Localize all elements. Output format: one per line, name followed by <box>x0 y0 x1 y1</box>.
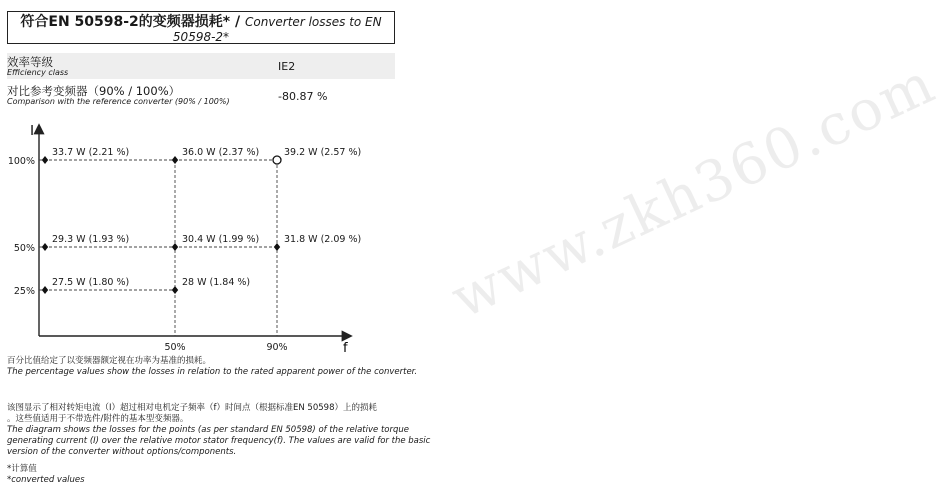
y-tick-label: 50% <box>13 243 35 254</box>
data-label: 30.4 W (1.99 %) <box>182 234 260 245</box>
data-point-open <box>273 156 281 164</box>
title-en-line-2: 50598-2* <box>172 30 230 44</box>
note-diagram-en-3: version of the converter without options/components. <box>7 447 237 457</box>
note-percent-en: The percentage values show the losses in relation to the rated apparent power of the converter. <box>7 367 418 377</box>
title-separator: / <box>230 14 245 30</box>
x-tick-label: 90% <box>266 342 288 353</box>
footnote-cn: *计算值 <box>7 464 37 474</box>
note-diagram-en-1: The diagram shows the losses for the points (as per standard EN 50598) of the relative torque <box>7 425 409 435</box>
data-label: 36.0 W (2.37 %) <box>182 147 260 158</box>
data-label: 27.5 W (1.80 %) <box>52 277 130 288</box>
spec-row-efficiency <box>7 53 395 79</box>
data-label: 31.8 W (2.09 %) <box>284 234 362 245</box>
spec-label-cn: 效率等级 <box>7 55 53 69</box>
data-point <box>274 243 280 251</box>
data-point <box>172 156 178 164</box>
note-diagram-cn-1: 该图显示了相对转矩电流（I）超过相对电机定子频率（f）时间点（根据标准EN 50598）上的损耗 <box>7 403 377 413</box>
spec-value: -80.87 % <box>278 90 328 103</box>
y-tick-label: 100% <box>7 156 35 167</box>
footnote-en: *converted values <box>7 475 85 485</box>
data-point <box>42 243 48 251</box>
title-en: Converter losses to EN <box>244 15 382 29</box>
note-diagram-en-2: generating current (I) over the relative motor stator frequency(f). The values are valid for the basic <box>7 436 431 446</box>
title-cn: 符合EN 50598-2的变频器损耗* <box>20 14 231 30</box>
spec-label-en: Comparison with the reference converter (90% / 100%) <box>7 97 230 106</box>
spec-label-en: Efficiency class <box>7 68 69 77</box>
note-diagram-cn-2: 。这些值适用于不带选件/附件的基本型变频器。 <box>7 414 189 424</box>
watermark: www.zkh360.com <box>441 50 945 332</box>
data-point <box>172 243 178 251</box>
loss-chart <box>0 118 400 358</box>
data-label: 28 W (1.84 %) <box>182 277 251 288</box>
title-line-1 <box>8 13 394 30</box>
data-label: 29.3 W (1.93 %) <box>52 234 130 245</box>
y-axis-label: I <box>30 124 34 139</box>
x-axis-label: f <box>343 341 348 356</box>
x-tick-label: 50% <box>164 342 186 353</box>
y-tick-label: 25% <box>13 286 35 297</box>
spec-row-comparison <box>7 82 395 108</box>
data-point <box>42 286 48 294</box>
spec-value: IE2 <box>278 60 296 73</box>
note-percent-cn: 百分比值给定了以变频器额定视在功率为基准的损耗。 <box>7 356 212 366</box>
data-label: 33.7 W (2.21 %) <box>52 147 130 158</box>
spec-label-cn: 对比参考变频器（90% / 100%） <box>7 84 181 98</box>
data-point <box>42 156 48 164</box>
data-point <box>172 286 178 294</box>
title-box <box>7 11 395 44</box>
data-label: 39.2 W (2.57 %) <box>284 147 362 158</box>
